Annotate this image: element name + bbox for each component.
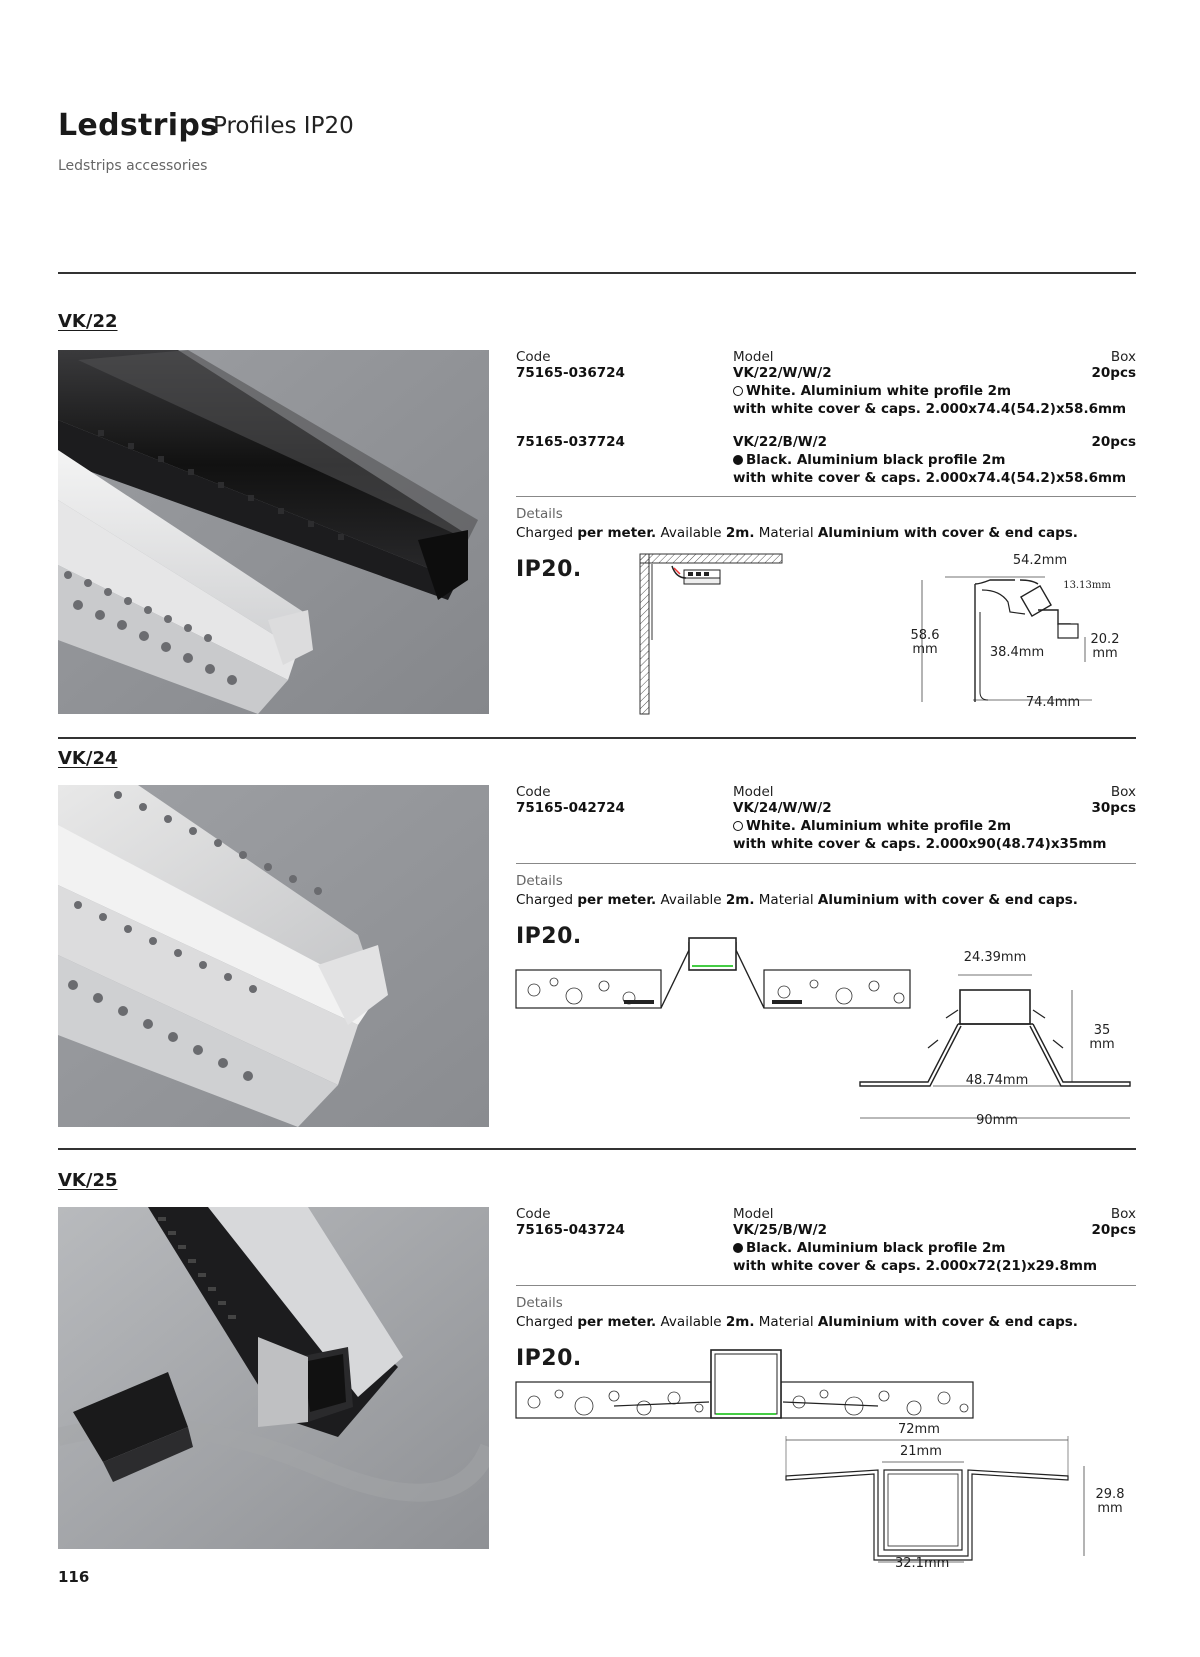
details-divider [516,1285,1136,1286]
dim-top: 54.2mm [1012,553,1068,568]
dim-bottom: 90mm [976,1113,1018,1128]
product-model: VK/25/B/W/2 [733,1222,827,1238]
dim-top: 72mm [898,1422,940,1437]
breadcrumb: Ledstrips accessories [58,158,208,174]
product-code: 75165-036724 [516,365,625,381]
box-qty: 20pcs [1091,1222,1136,1238]
white-color-icon [733,821,743,831]
details-label: Details [516,873,563,889]
installation-drawing-vk22 [636,550,786,716]
details-label: Details [516,1295,563,1311]
product-model: VK/24/W/W/2 [733,800,832,816]
code-label: Code [516,784,551,800]
section-title-vk25: VK/25 [58,1170,118,1191]
page-number: 116 [58,1568,90,1586]
details-label: Details [516,506,563,522]
dim-inner: 48.74mm [965,1073,1029,1088]
product-model: VK/22/W/W/2 [733,365,832,381]
box-qty: 30pcs [1091,800,1136,816]
model-label: Model [733,349,774,365]
product-photo-vk22 [58,350,489,714]
product-code: 75165-043724 [516,1222,625,1238]
section-divider [58,737,1136,739]
dim-inner: 21mm [900,1444,942,1459]
header-divider [58,272,1136,274]
installation-drawing-vk25 [514,1346,976,1422]
product-description: White. Aluminium white profile 2m with white cover & caps. 2.000x90(48.74)x35mm [733,818,1107,852]
product-description: White. Aluminium white profile 2m with white cover & caps. 2.000x74.4(54.2)x58.6mm [733,383,1127,417]
section-divider [58,1148,1136,1150]
details-text: Charged per meter. Available 2m. Material Aluminium with cover & end caps. [516,892,1078,908]
dim-bottom: 32.1mm [895,1556,950,1571]
product-photo-vk25 [58,1207,489,1549]
section-title-vk24: VK/24 [58,748,118,769]
box-label: Box [1110,1206,1136,1222]
details-text: Charged per meter. Available 2m. Material Aluminium with cover & end caps. [516,1314,1078,1330]
page-subtitle: Profiles IP20 [213,113,354,139]
product-description: Black. Aluminium black profile 2m with white cover & caps. 2.000x72(21)x29.8mm [733,1240,1098,1274]
white-color-icon [733,386,743,396]
product-code: 75165-042724 [516,800,625,816]
details-divider [516,496,1136,497]
ip-rating: IP20. [516,1346,582,1371]
box-qty: 20pcs [1091,434,1136,450]
product-code: 75165-037724 [516,434,625,450]
dim-bottom: 74.4mm [1025,695,1081,710]
code-label: Code [516,349,551,365]
dim-inner: 38.4mm [989,645,1045,660]
model-label: Model [733,784,774,800]
ip-rating: IP20. [516,924,582,949]
black-color-icon [733,1243,743,1253]
product-photo-vk24 [58,785,489,1127]
dim-height: 35 mm [1089,1023,1115,1052]
details-divider [516,863,1136,864]
model-label: Model [733,1206,774,1222]
dim-top: 24.39mm [963,950,1027,965]
details-text: Charged per meter. Available 2m. Material Aluminium with cover & end caps. [516,525,1078,541]
page-title: Ledstrips [58,108,219,143]
product-description: Black. Aluminium black profile 2m with white cover & caps. 2.000x74.4(54.2)x58.6mm [733,452,1127,486]
dim-small: 13.13mm [1063,580,1111,591]
installation-drawing-vk24 [514,930,914,1010]
dim-height: 29.8 mm [1095,1487,1125,1516]
box-qty: 20pcs [1091,365,1136,381]
black-color-icon [733,455,743,465]
box-label: Box [1110,784,1136,800]
product-model: VK/22/B/W/2 [733,434,827,450]
code-label: Code [516,1206,551,1222]
dim-side: 20.2 mm [1090,632,1120,661]
section-title-vk22: VK/22 [58,311,118,332]
dim-height: 58.6 mm [910,628,940,657]
ip-rating: IP20. [516,557,582,582]
box-label: Box [1110,349,1136,365]
